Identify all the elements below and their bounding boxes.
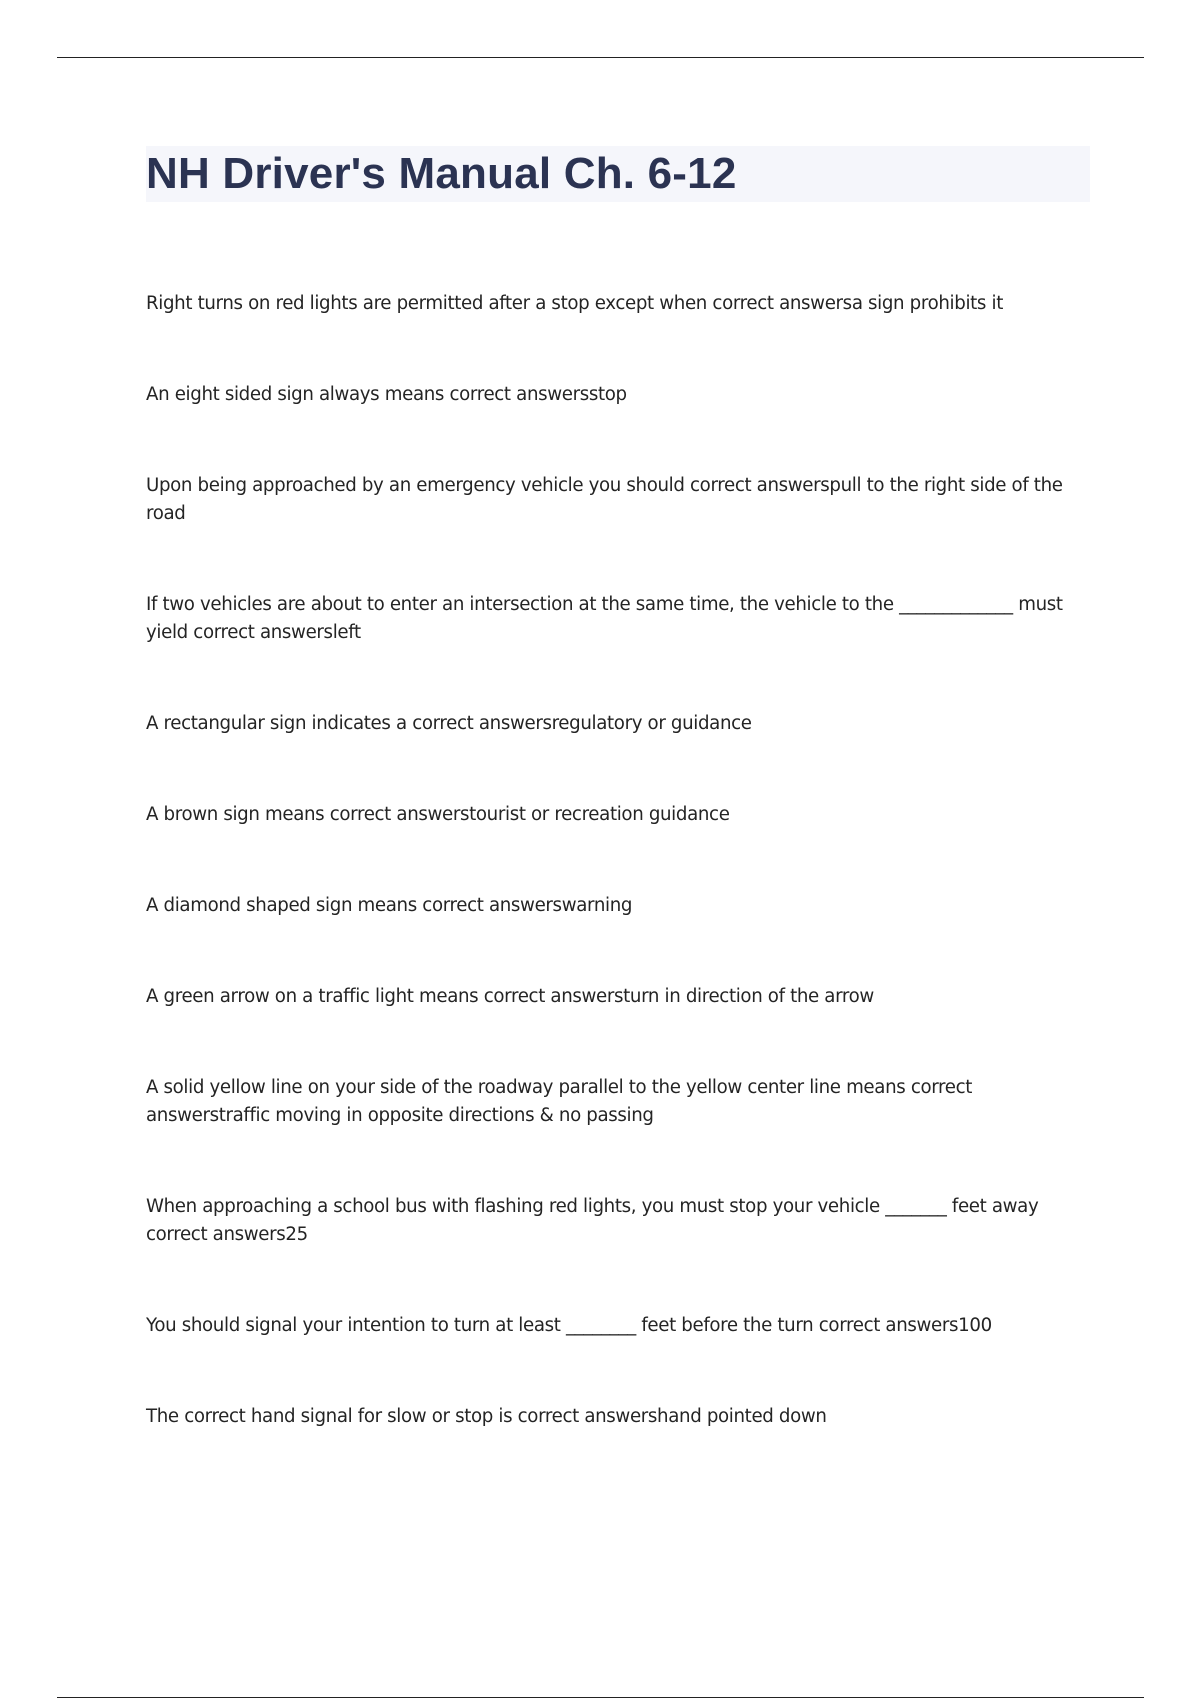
bottom-rule (57, 1697, 1144, 1698)
question-text: Upon being approached by an emergency vehicle you should (146, 475, 685, 496)
answer-text: 100 (958, 1315, 992, 1336)
answer-marker: correct answers (329, 804, 470, 825)
question-text: A brown sign means (146, 804, 325, 825)
answer-text: pull to the right side of the road (146, 475, 1063, 524)
question-text: Right turns on red lights are permitted after a stop except when (146, 293, 707, 314)
question-text: A solid yellow line on your side of the roadway parallel to the yellow center line means (146, 1077, 906, 1098)
qa-item (146, 1193, 1090, 1249)
answer-marker: correct answers (690, 475, 830, 496)
answer-marker: correct answers (517, 1406, 658, 1427)
answer-text: traffic moving in opposite directions & no passing (218, 1105, 654, 1126)
answer-text: warning (561, 895, 633, 916)
question-text: The correct hand signal for slow or stop is (146, 1406, 513, 1427)
answer-text: a sign prohibits it (851, 293, 1003, 314)
question-text: A rectangular sign indicates a (146, 713, 407, 734)
answer-marker: correct answers (483, 986, 624, 1007)
qa-item (146, 472, 1090, 528)
answer-text: 25 (285, 1224, 308, 1245)
answer-text: stop (588, 384, 627, 405)
answer-marker: correct answers (146, 1224, 286, 1245)
answer-marker: correct answers (818, 1315, 959, 1336)
answer-marker: correct answers (712, 293, 852, 314)
question-text: A green arrow on a traffic light means (146, 986, 479, 1007)
answer-marker: correct answers (146, 1077, 973, 1126)
document-title: NH Driver's Manual Ch. 6-12 (146, 149, 737, 198)
answer-text: tourist or recreation guidance (469, 804, 730, 825)
qa-item (146, 591, 1090, 647)
answer-marker: correct answers (449, 384, 589, 405)
question-text: When approaching a school bus with flashing red lights, you must stop your vehicle _______ feet away (146, 1196, 1039, 1217)
answer-marker: correct answers (422, 895, 562, 916)
answer-text: turn in direction of the arrow (623, 986, 874, 1007)
answer-text: regulatory or guidance (551, 713, 752, 734)
qa-item (146, 290, 1090, 318)
question-text: A diamond shaped sign means (146, 895, 417, 916)
question-text: If two vehicles are about to enter an intersection at the same time, the vehicle to the _____________ must yield (146, 594, 1063, 643)
question-text: An eight sided sign always means (146, 384, 445, 405)
qa-item (146, 892, 1090, 920)
answer-text: left (332, 622, 361, 643)
question-list (146, 290, 1090, 1494)
qa-item (146, 710, 1090, 738)
qa-item (146, 983, 1090, 1011)
answer-text: hand pointed down (657, 1406, 827, 1427)
qa-item (146, 1074, 1090, 1130)
top-rule (57, 57, 1144, 58)
qa-item (146, 381, 1090, 409)
answer-marker: correct answers (412, 713, 552, 734)
qa-item (146, 1403, 1090, 1431)
qa-item (146, 1312, 1090, 1340)
qa-item (146, 801, 1090, 829)
answer-marker: correct answers (193, 622, 333, 643)
question-text: You should signal your intention to turn at least ________ feet before the turn (146, 1315, 814, 1336)
